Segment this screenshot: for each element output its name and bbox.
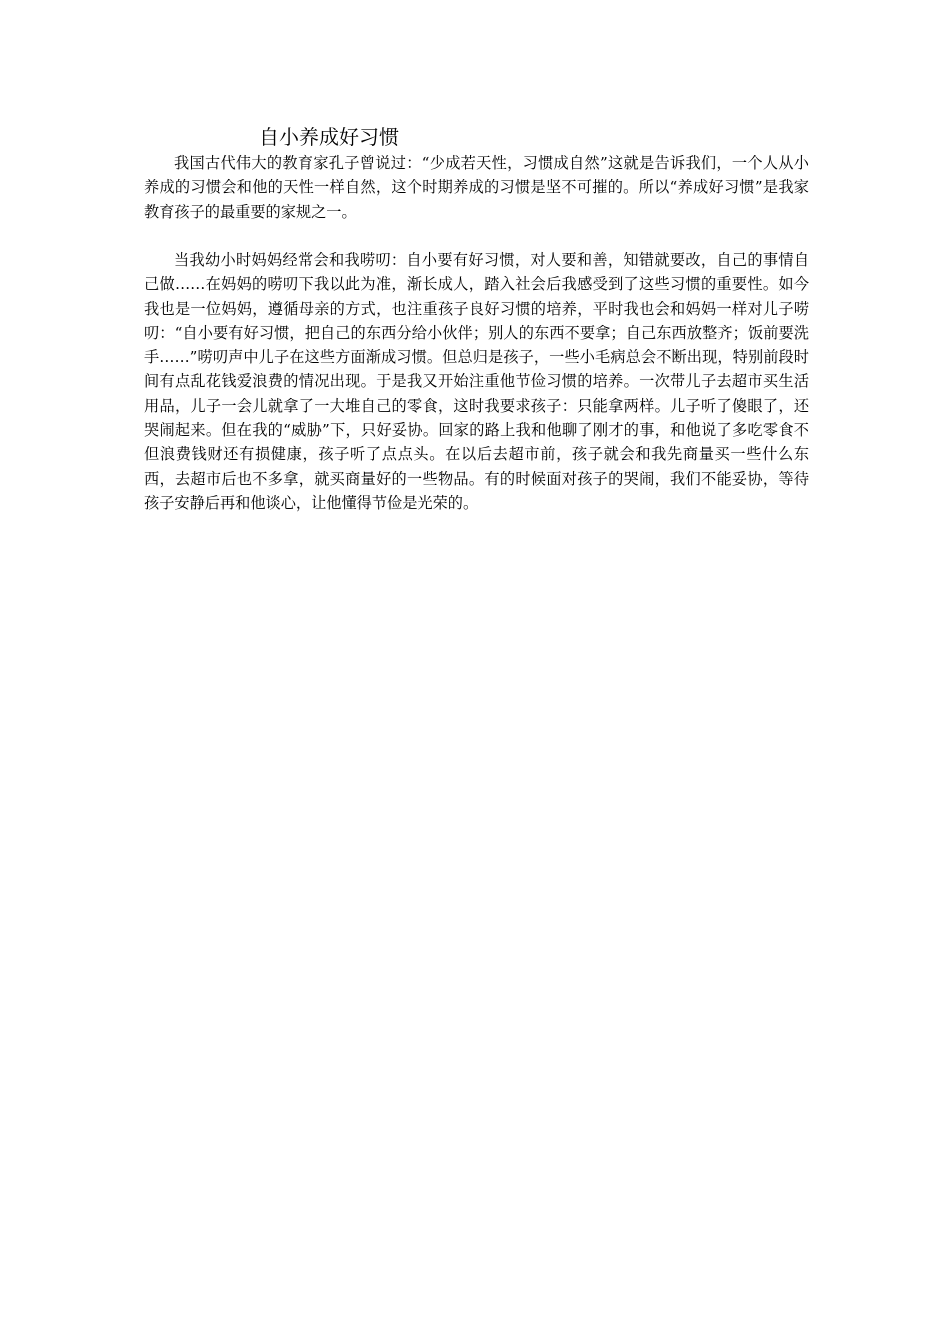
paragraph-story: 当我幼小时妈妈经常会和我唠叨：自小要有好习惯，对人要和善，知错就要改，自己的事情自己做……在妈妈的唠叨下我以此为准，渐长成人，踏入社会后我感受到了这些习惯的重要性。如今我也是一位妈妈，遵循母亲的方式，也注重孩子良好习惯的培养，平时我也会和妈妈一样对儿子唠叨：“自小要有好习惯，把自己的东西分给小伙伴；别人的东西不要拿；自己东西放整齐；饭前要洗手……”唠叨声中儿子在这些方面渐成习惯。但总归是孩子，一些小毛病总会不断出现，特别前段时间有点乱花钱爱浪费的情况出现。于是我又开始注重他节俭习惯的培养。一次带儿子去超市买生活用品，儿子一会儿就拿了一大堆自己的零食，这时我要求孩子：只能拿两样。儿子听了傻眼了，还哭闹起来。但在我的“威胁”下，只好妥协。回家的路上我和他聊了刚才的事，和他说了多吃零食不但浪费钱财还有损健康，孩子听了点点头。在以后去超市前，孩子就会和我先商量买一些什么东西，去超市后也不多拿，就买商量好的一些物品。有的时候面对孩子的哭闹，我们不能妥协，等待孩子安静后再和他谈心，让他懂得节俭是光荣的。 [144, 251, 809, 512]
paragraph-intro: 我国古代伟大的教育家孔子曾说过：“少成若天性，习惯成自然”这就是告诉我们，一个人从小养成的习惯会和他的天性一样自然，这个时期养成的习惯是坚不可摧的。所以“养成好习惯”是我家教育孩子的最重要的家规之一。 [144, 154, 809, 221]
document-title: 自小养成好习惯 [259, 125, 399, 149]
